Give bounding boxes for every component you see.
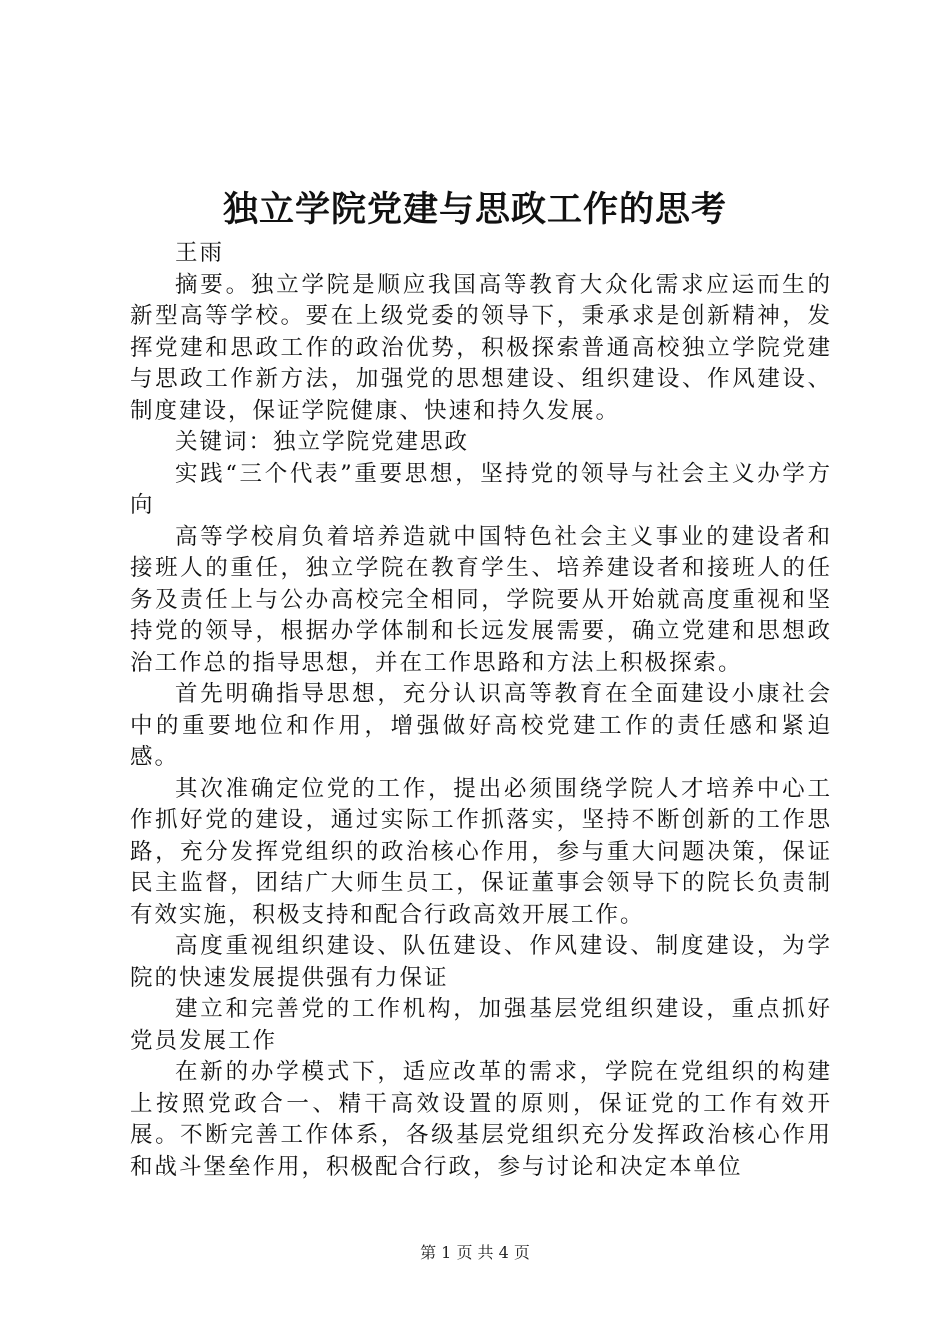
section-heading: 实践“三个代表”重要思想，坚持党的领导与社会主义办学方向: [130, 460, 832, 518]
abstract-paragraph: 摘要。独立学院是顺应我国高等教育大众化需求应运而生的新型高等学校。要在上级党委的领导下，秉承求是创新精神，发挥党建和思政工作的政治优势，积极探索普通高校独立学院党建与思政工作新方法，加强党的思想建设、组织建设、作风建设、制度建设，保证学院健康、快速和持久发展。: [130, 271, 832, 424]
keywords-line: 关键词：独立学院党建思政: [175, 429, 470, 455]
body-paragraph: 在新的办学模式下，适应改革的需求，学院在党组织的构建上按照党政合一、精干高效设置的原则，保证党的工作有效开展。不断完善工作体系，各级基层党组织充分发挥政治核心作用和战斗堡垒作用，积极配合行政，参与讨论和决定本单位: [130, 1059, 832, 1180]
page-number-footer: 第 1 页 共 4 页: [420, 1243, 530, 1262]
document-title: 独立学院党建与思政工作的思考: [222, 189, 727, 230]
body-paragraph: 其次准确定位党的工作，提出必须围绕学院人才培养中心工作抓好党的建设，通过实际工作抓落实，坚持不断创新的工作思路，充分发挥党组织的政治核心作用，参与重大问题决策，保证民主监督，团结广大师生员工，保证董事会领导下的院长负责制有效实施，积极支持和配合行政高效开展工作。: [130, 775, 832, 928]
document-body: [130, 238, 832, 1183]
body-paragraph: 首先明确指导思想，充分认识高等教育在全面建设小康社会中的重要地位和作用，增强做好高校党建工作的责任感和紧迫感。: [130, 681, 832, 770]
author-line: 王雨: [175, 240, 225, 266]
subsection-heading: 建立和完善党的工作机构，加强基层党组织建设，重点抓好党员发展工作: [130, 996, 832, 1054]
body-paragraph: 高等学校肩负着培养造就中国特色社会主义事业的建设者和接班人的重任，独立学院在教育学生、培养建设者和接班人的任务及责任上与公办高校完全相同，学院要从开始就高度重视和坚持党的领导，根据办学体制和长远发展需要，确立党建和思想政治工作总的指导思想，并在工作思路和方法上积极探索。: [130, 523, 832, 676]
section-heading: 高度重视组织建设、队伍建设、作风建设、制度建设，为学院的快速发展提供强有力保证: [130, 933, 832, 991]
